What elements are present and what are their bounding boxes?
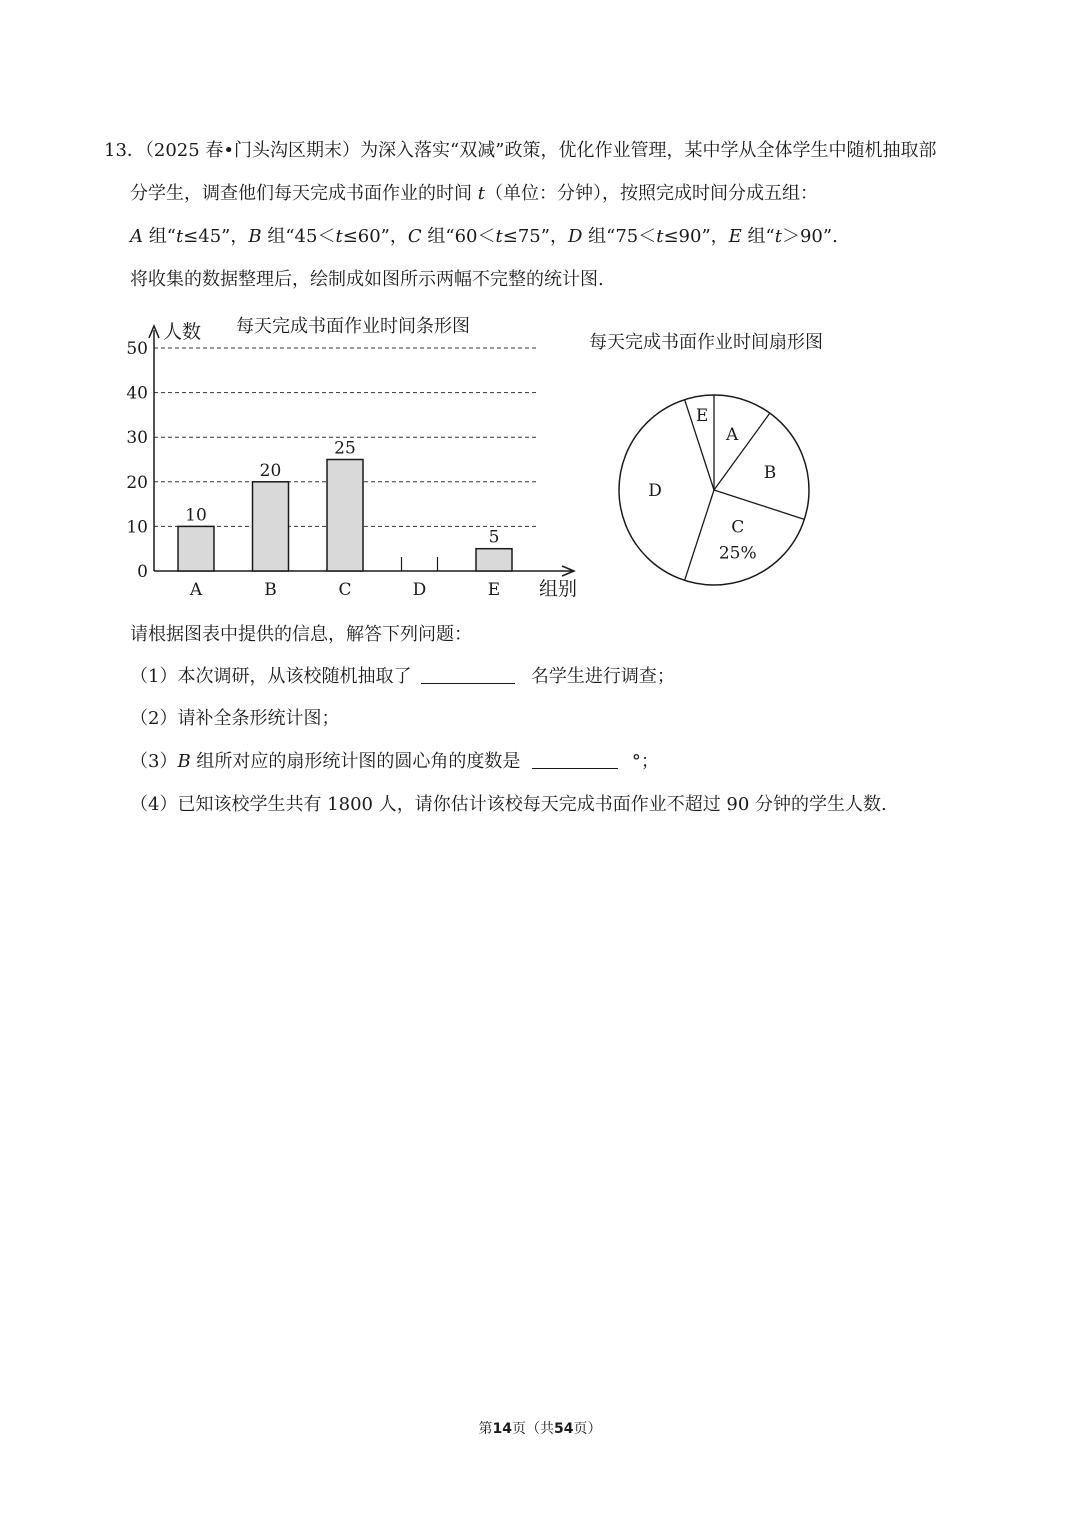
bar-value-label: 5 [488,527,500,548]
question-line-4: 将收集的数据整理后，绘制成如图所示两幅不完整的统计图. [130,269,604,290]
part-1-text: （1）本次调研，从该校随机抽取了 [130,666,412,687]
group-condition: ≤90”， [663,226,729,247]
part-1 [130,664,675,690]
question-text-2b: （单位：分钟），按照完成时间分成五组： [484,183,818,204]
bar-chart-title: 每天完成书面作业时间条形图 [236,316,470,337]
pie-slice-label-e: E [695,405,709,426]
group-letter-d: D [567,226,583,247]
pie-slice-label-a: A [726,424,739,445]
group-condition: ≤60”， [342,226,408,247]
question-text-2a: 分学生，调查他们每天完成书面作业的时间 [130,183,478,204]
footer-prefix: 第 [478,1421,493,1437]
variable-t: t [495,226,503,247]
question-source: （2025 春•门头沟区期末） [144,140,361,161]
bar-value-label: 10 [185,505,207,526]
pie-slice-label-b: B [763,462,777,483]
pie-chart-title: 每天完成书面作业时间扇形图 [589,332,823,353]
part-3-text: 组所对应的扇形统计图的圆心角的度数是 [190,751,521,772]
group-letter-c: C [407,226,422,247]
variable-t: t [477,183,485,204]
x-tick-label: D [412,580,427,600]
footer-total-pages: 54 [554,1421,574,1437]
question-text-1: 为深入落实“双减”政策，优化作业管理，某中学从全体学生中随机抽取部 [360,140,937,161]
x-axis-label: 组别 [539,578,578,600]
y-tick-label: 40 [126,383,148,404]
pie-slice-percent: 25% [718,543,757,564]
variable-t: t [335,226,343,247]
footer-middle: 页（共 [512,1421,554,1437]
bar-c [327,460,363,572]
group-definitions [130,224,838,250]
bar-a [178,526,214,571]
part-3-number: （3） [130,751,178,772]
group-text: 组“ [582,226,616,247]
group-letter-b: B [248,226,262,247]
part-3 [130,749,659,775]
group-text: 组“ [261,226,295,247]
part-4: （4）已知该校学生共有 1800 人，请你估计该校每天完成书面作业不超过 90 分钟的学生人数. [130,794,887,815]
footer-suffix: 页） [573,1421,602,1437]
bar-chart [118,318,588,618]
group-condition: 45＜ [294,226,336,247]
variable-t: t [774,226,782,247]
y-tick-label: 0 [137,562,148,582]
footer-page-number: 14 [492,1421,512,1437]
variable-t: t [175,226,184,247]
pie-slice-label-d: D [648,481,662,501]
group-condition: ＞90”. [781,226,838,247]
answer-blank-3[interactable] [532,750,618,769]
group-text: 组“ [421,226,455,247]
bar-value-label: 25 [334,438,356,459]
pie-chart [614,390,814,590]
question-line-1 [104,138,936,164]
group-condition: 75＜ [615,226,657,247]
group-condition: 60＜ [454,226,496,247]
group-letter-e: E [728,226,742,247]
question-line-2 [130,181,818,207]
x-tick-label: E [487,580,501,600]
group-condition: ≤75”， [502,226,568,247]
bar-value-label: 20 [259,460,282,481]
group-condition: ≤45”， [183,226,249,247]
x-tick-label: B [264,580,277,600]
part-1-text-b: 名学生进行调查； [530,666,675,687]
part-3-unit: °； [631,751,659,772]
answer-blank-1[interactable] [421,665,515,684]
x-tick-label: C [338,580,352,600]
question-number: 13． [104,140,145,161]
group-letter-a: A [130,226,143,247]
group-b-label: B [177,751,191,772]
bar-b [253,482,289,571]
pie-slice-label-c: C [731,517,745,538]
y-tick-label: 10 [126,517,148,538]
y-axis-label: 人数 [163,321,202,343]
group-text: 组“ [143,226,176,247]
x-tick-label: A [189,580,203,600]
instruction: 请根据图表中提供的信息，解答下列问题： [130,624,472,645]
y-tick-label: 50 [126,339,148,359]
bar-e [476,549,512,571]
group-text: 组“ [741,226,775,247]
y-tick-label: 20 [126,472,148,493]
variable-t: t [656,226,664,247]
page-footer [0,1418,1080,1438]
y-tick-label: 30 [126,428,148,449]
part-2: （2）请补全条形统计图； [130,708,340,729]
